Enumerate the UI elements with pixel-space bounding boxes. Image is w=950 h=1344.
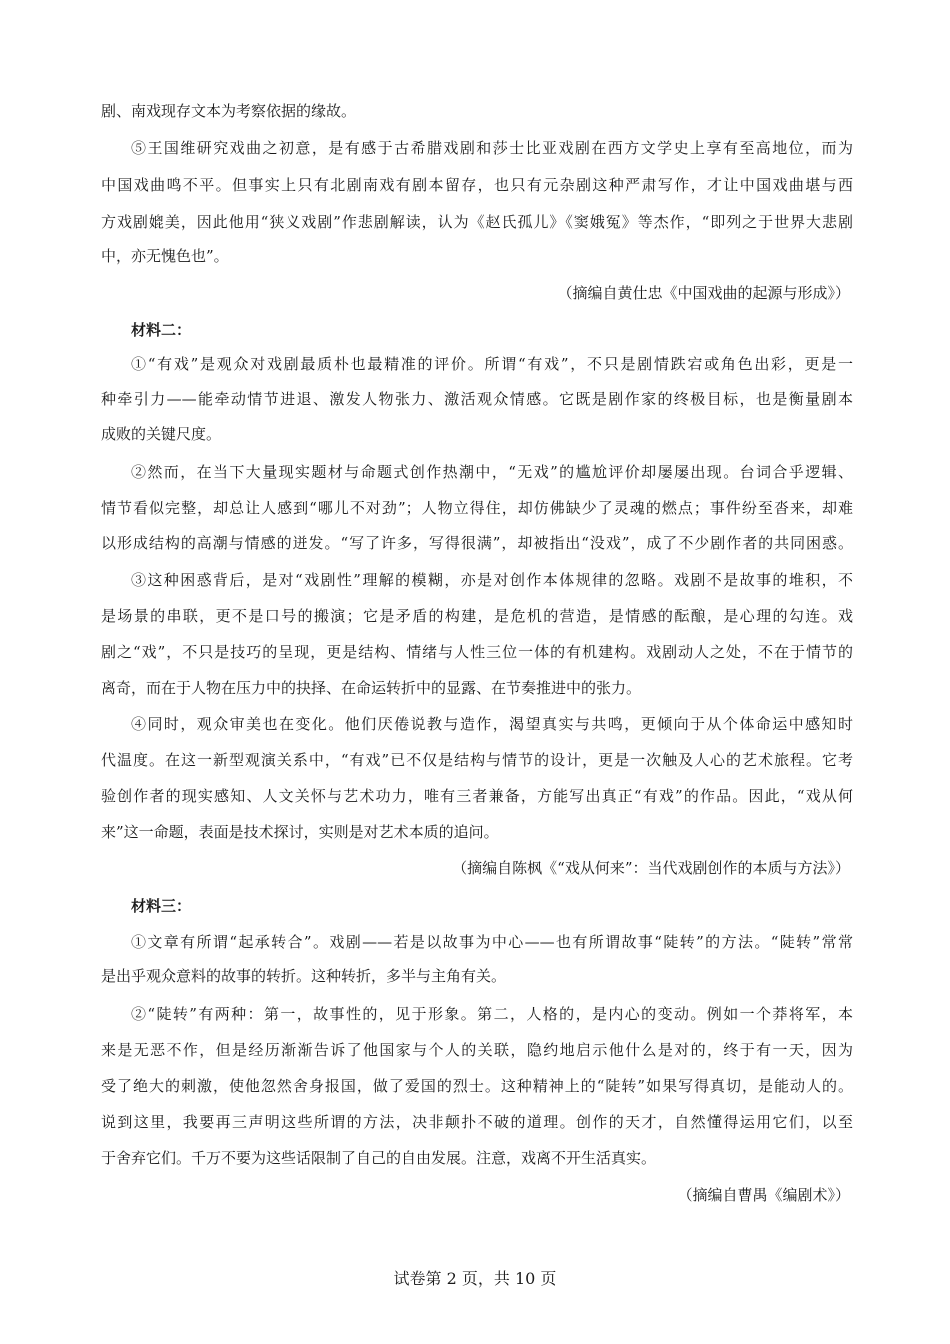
paragraph-line: 成败的关键尺度。 <box>101 425 222 443</box>
paragraph-line: ②然而，在当下大量现实题材与命题式创作热潮中，“无戏”的尴尬评价却屡屡出现。台词合乎逻辑、 <box>131 463 853 481</box>
paragraph-line: 方戏剧媲美，因此他用“狭义戏剧”作悲剧解读，认为《赵氏孤儿》《窦娥冤》等杰作，“即列之于世界大悲剧 <box>101 213 853 231</box>
paragraph-line: ③这种困惑背后，是对“戏剧性”理解的模糊，亦是对创作本体规律的忽略。戏剧不是故事的堆积，不 <box>131 571 853 589</box>
paragraph-line: 验创作者的现实感知、人文关怀与艺术功力，唯有三者兼备，方能写出真正“有戏”的作品。因此，“戏从何 <box>101 787 853 805</box>
paragraph-line: 以形成结构的高潮与情感的迸发。“写了许多，写得很满”，却被指出“没戏”，成了不少剧作者的共同困惑。 <box>101 534 853 552</box>
section-heading: 材料三： <box>131 897 192 915</box>
paragraph-line: 于舍弃它们。千万不要为这些话限制了自己的自由发展。注意，戏离不开生活真实。 <box>101 1149 657 1167</box>
paragraph-line: 说到这里，我要再三声明这些所谓的方法，决非颠扑不破的道理。创作的天才，自然懂得运用它们，以至 <box>101 1113 853 1131</box>
material1-tail-line: 剧、南戏现存文本为考察依据的缘故。 <box>101 102 357 120</box>
paragraph-line: 来”这一命题，表面是技术探讨，实则是对艺术本质的追问。 <box>101 823 499 841</box>
paragraph-line: 是场景的串联，更不是口号的搬演；它是矛盾的构建，是危机的营造，是情感的酝酿，是心理的勾连。戏 <box>101 607 853 625</box>
paragraph-line: ①文章有所谓“起承转合”。戏剧——若是以故事为中心——也有所谓故事“陡转”的方法。“陡转”常常 <box>131 933 853 951</box>
source-citation: （摘编自曹禺《编剧术》） <box>677 1186 850 1204</box>
paragraph-line: 情节看似完整，却总让人感到“哪儿不对劲”；人物立得住，却仿佛缺少了灵魂的燃点；事件纷至沓来，却难 <box>101 499 853 517</box>
paragraph-line: 来是无恶不作，但是经历渐渐告诉了他国家与个人的关联，隐约地启示他什么是对的，终于有一天，因为 <box>101 1041 853 1059</box>
paragraph-line: ⑤王国维研究戏曲之初意，是有感于古希腊戏剧和莎士比亚戏剧在西方文学史上享有至高地位，而为 <box>131 139 853 157</box>
paragraph-line: 受了绝大的刺激，使他忽然舍身报国，做了爱国的烈士。这种精神上的“陡转”如果写得真切，是能动人的。 <box>101 1077 853 1095</box>
page-footer: 试卷第 2 页，共 10 页 <box>393 1269 557 1288</box>
paragraph-line: 剧之“戏”，不只是技巧的呈现，更是结构、情绪与人性三位一体的有机建构。戏剧动人之处，不在于情节的 <box>101 643 853 661</box>
paragraph-line: ④同时，观众审美也在变化。他们厌倦说教与造作，渴望真实与共鸣，更倾向于从个体命运中感知时 <box>131 715 853 733</box>
paragraph-line: 中，亦无愧色也”。 <box>101 247 229 265</box>
source-citation: （摘编自黄仕忠《中国戏曲的起源与形成》） <box>557 284 850 302</box>
section-heading: 材料二： <box>131 321 192 339</box>
paragraph-line: ②“陡转”有两种：第一，故事性的，见于形象。第二，人格的，是内心的变动。例如一个莽将军，本 <box>131 1005 853 1023</box>
paragraph-line: 是出乎观众意料的故事的转折。这种转折，多半与主角有关。 <box>101 967 507 985</box>
source-citation: （摘编自陈枫《“戏从何来”：当代戏剧创作的本质与方法》） <box>452 859 850 877</box>
paragraph-line: 中国戏曲鸣不平。但事实上只有北剧南戏有剧本留存，也只有元杂剧这种严肃写作，才让中国戏曲堪与西 <box>101 176 853 194</box>
paragraph-line: 离奇，而在于人物在压力中的抉择、在命运转折中的显露、在节奏推进中的张力。 <box>101 679 642 697</box>
paragraph-line: ①“有戏”是观众对戏剧最质朴也最精准的评价。所谓“有戏”，不只是剧情跌宕或角色出彩，更是一 <box>131 355 853 373</box>
paragraph-line: 代温度。在这一新型观演关系中，“有戏”已不仅是结构与情节的设计，更是一次触及人心的艺术旅程。它考 <box>101 751 853 769</box>
paragraph-line: 种牵引力——能牵动情节进退、激发人物张力、激活观众情感。它既是剧作家的终极目标，也是衡量剧本 <box>101 390 853 408</box>
